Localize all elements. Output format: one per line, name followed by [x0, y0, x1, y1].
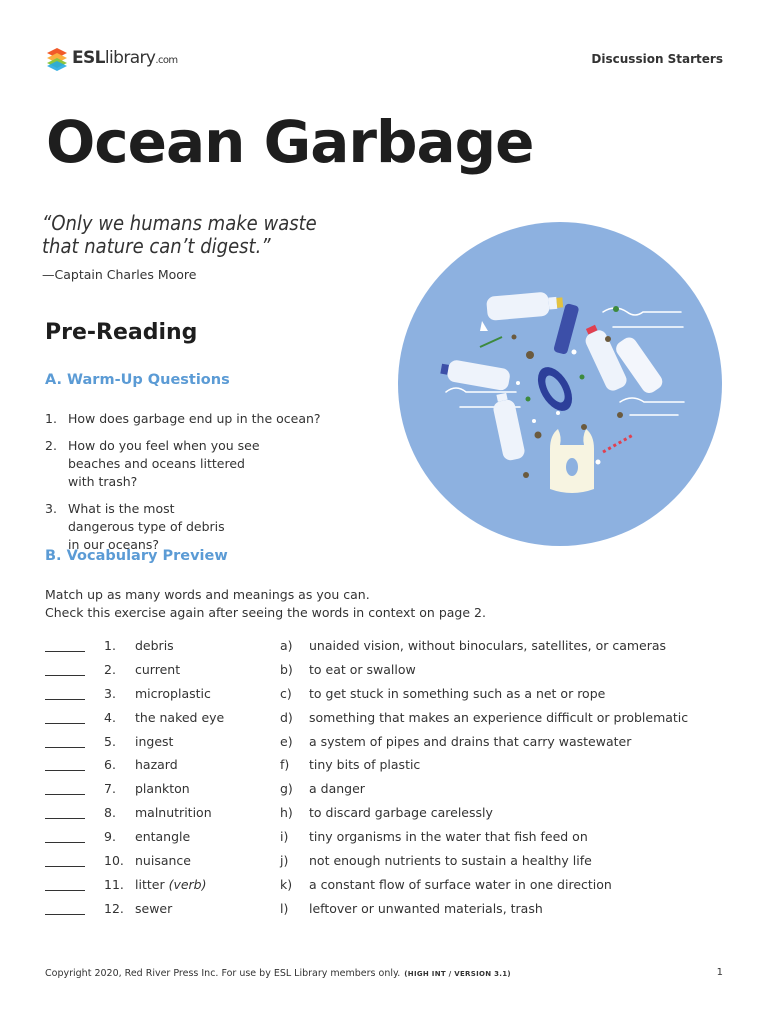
definition-letter: a) — [280, 638, 293, 653]
vocab-word: sewer — [135, 900, 173, 916]
answer-blank[interactable] — [45, 723, 85, 724]
part-of-speech-note: (verb) — [168, 876, 207, 892]
vocab-table — [45, 636, 725, 923]
definition-letter: l) — [280, 900, 289, 916]
definition-letter: d) — [280, 709, 293, 725]
vocab-row — [45, 636, 725, 660]
level-label: (HIGH INT / VERSION 3.1) — [404, 970, 511, 978]
answer-blank[interactable] — [45, 747, 85, 748]
footer-copyright — [45, 968, 511, 979]
vocab-number: 10. — [104, 853, 124, 869]
question-item — [45, 437, 345, 491]
vocab-row — [45, 755, 725, 779]
definition-text: leftover or unwanted materials, trash — [309, 900, 543, 916]
vocab-word: ingest — [135, 733, 174, 749]
vocab-word: malnutrition — [135, 805, 212, 821]
vocab-number: 12. — [104, 900, 124, 916]
question-text: How does garbage end up in the ocean? — [68, 411, 321, 426]
vocab-word-text: litter — [135, 876, 165, 892]
vocab-word: nuisance — [135, 853, 191, 869]
vocab-word: hazard — [135, 757, 178, 773]
definition-letter: f) — [280, 757, 290, 773]
answer-blank[interactable] — [45, 818, 85, 819]
quote-author: —Captain Charles Moore — [42, 267, 197, 282]
definition-letter: j) — [280, 853, 289, 869]
answer-blank[interactable] — [45, 675, 85, 676]
answer-blank[interactable] — [45, 914, 85, 915]
ocean-garbage-illustration — [398, 217, 724, 551]
definition-text: something that makes an experience difficult or problematic — [309, 709, 689, 725]
vocab-number: 1. — [104, 638, 116, 653]
definition-letter: k) — [280, 876, 293, 892]
copyright-text: Copyright 2020, Red River Press Inc. For use by ESL Library members only. — [45, 968, 401, 979]
question-item — [45, 410, 345, 428]
vocab-heading: B. Vocabulary Preview — [45, 548, 228, 564]
question-text: What is the most dangerous type of debris in our oceans? — [68, 501, 225, 552]
vocab-row — [45, 684, 725, 708]
logo-esl: ESL — [72, 48, 105, 68]
definition-text: tiny bits of plastic — [309, 757, 421, 773]
definition-letter: i) — [280, 829, 289, 845]
logo-library: library — [104, 48, 156, 68]
question-number: 1. — [45, 411, 57, 426]
definition-text: tiny organisms in the water that fish feed on — [309, 829, 588, 845]
answer-blank[interactable] — [45, 890, 85, 891]
warmup-heading: A. Warm-Up Questions — [45, 372, 230, 388]
question-text: How do you feel when you see beaches and oceans littered with trash? — [68, 438, 260, 489]
definition-letter: g) — [280, 781, 293, 797]
vocab-number: 9. — [104, 829, 116, 845]
answer-blank[interactable] — [45, 651, 85, 652]
definition-text: a system of pipes and drains that carry wastewater — [309, 733, 632, 749]
answer-blank[interactable] — [45, 794, 85, 795]
definition-text: unaided vision, without binoculars, satellites, or cameras — [309, 638, 667, 653]
vocab-row — [45, 708, 725, 732]
vocab-row — [45, 827, 725, 851]
instruction-line: Check this exercise again after seeing the words in context on page 2. — [45, 605, 486, 620]
question-number: 2. — [45, 438, 57, 453]
definition-text: to eat or swallow — [309, 661, 416, 677]
warmup-questions — [45, 410, 345, 563]
section-title: Pre-Reading — [45, 320, 198, 345]
answer-blank[interactable] — [45, 770, 85, 771]
definition-letter: c) — [280, 685, 292, 701]
logo-com: .com — [155, 55, 178, 66]
vocab-row — [45, 875, 725, 899]
vocab-row — [45, 660, 725, 684]
question-item — [45, 500, 345, 554]
vocab-word: the naked eye — [135, 709, 225, 725]
answer-blank[interactable] — [45, 842, 85, 843]
vocab-number: 3. — [104, 685, 116, 701]
definition-text: a constant flow of surface water in one direction — [309, 876, 612, 892]
vocab-number: 6. — [104, 757, 116, 773]
vocab-number: 11. — [104, 876, 124, 892]
definition-letter: e) — [280, 733, 293, 749]
page-number: 1 — [716, 967, 723, 978]
logo-wordmark — [72, 48, 178, 68]
definition-text: to get stuck in something such as a net or rope — [309, 685, 606, 701]
vocab-number: 4. — [104, 709, 116, 725]
definition-text: not enough nutrients to sustain a healthy life — [309, 853, 592, 869]
vocab-row — [45, 851, 725, 875]
vocab-word: entangle — [135, 829, 191, 845]
page-title: Ocean Garbage — [46, 108, 534, 176]
definition-text: to discard garbage carelessly — [309, 805, 493, 821]
answer-blank[interactable] — [45, 866, 85, 867]
vocab-row — [45, 803, 725, 827]
vocab-number: 5. — [104, 733, 116, 749]
answer-blank[interactable] — [45, 699, 85, 700]
definition-text: a danger — [309, 781, 365, 797]
vocab-number: 2. — [104, 661, 116, 677]
vocab-row — [45, 732, 725, 756]
quote-text: “Only we humans make waste that nature can’t digest.” — [42, 211, 317, 258]
definition-letter: b) — [280, 661, 293, 677]
vocab-word: microplastic — [135, 685, 211, 701]
vocab-row — [45, 779, 725, 803]
esl-library-logo — [45, 46, 185, 72]
vocab-word: debris — [135, 638, 174, 653]
series-label: Discussion Starters — [591, 52, 723, 66]
instruction-line: Match up as many words and meanings as you can. — [45, 587, 370, 602]
question-number: 3. — [45, 501, 57, 516]
vocab-word: current — [135, 661, 181, 677]
vocab-word — [135, 877, 206, 892]
vocab-number: 7. — [104, 781, 116, 797]
vocab-instructions — [45, 586, 486, 622]
vocab-word: plankton — [135, 781, 190, 797]
vocab-number: 8. — [104, 805, 116, 821]
esl-library-logo-icon — [45, 47, 69, 71]
vocab-row — [45, 899, 725, 923]
definition-letter: h) — [280, 805, 293, 821]
